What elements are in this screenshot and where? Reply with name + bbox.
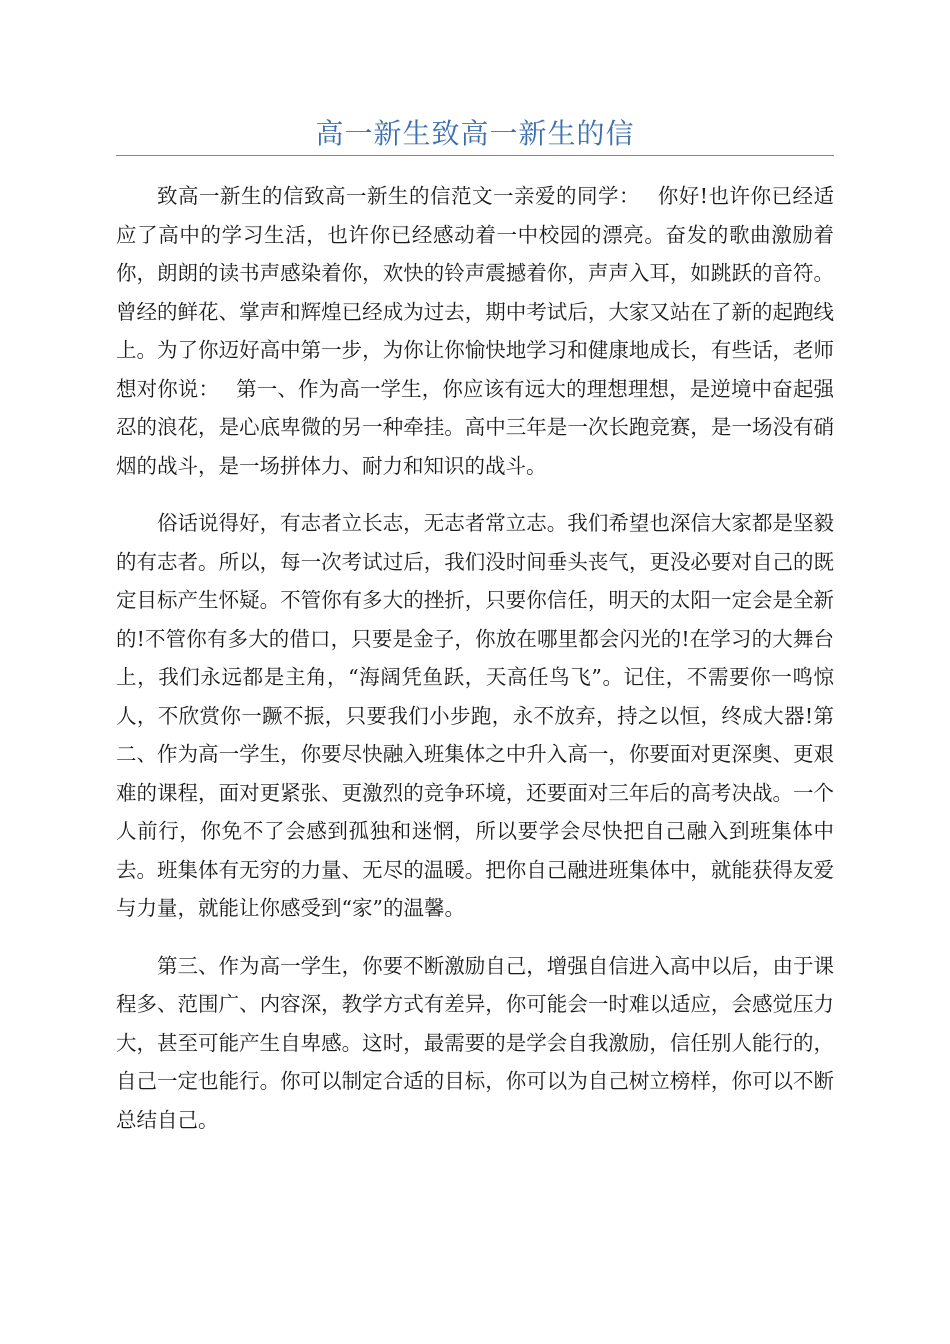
paragraph-2: 俗话说得好，有志者立长志，无志者常立志。我们希望也深信大家都是坚毅的有志者。所以，每一次考试过后，我们没时间垂头丧气，更没必要对自己的既定目标产生怀疑。不管你有多大的挫折，只要你信任，明天的太阳一定会是全新的!不管你有多大的借口，只要是金子，你放在哪里都会闪光的!在学习的大舞台上，我们永远都是主角，“海阔凭鱼跃，天高任鸟飞”。记住，不需要你一鸣惊人，不欣赏你一蹶不振，只要我们小步跑，永不放弃，持之以恒，终成大器!第二、作为高一学生，你要尽快融入班集体之中升入高一，你要面对更深奥、更艰难的课程，面对更紧张、更激烈的竞争环境，还要面对三年后的高考决战。一个人前行，你免不了会感到孤独和迷惘，所以要学会尽快把自己融入到班集体中去。班集体有无穷的力量、无尽的温暖。把你自己融进班集体中，就能获得友爱与力量，就能让你感受到“家”的温馨。 — [116, 511, 834, 920]
paragraph-3: 第三、作为高一学生，你要不断激励自己，增强自信进入高中以后，由于课程多、范围广、内容深，教学方式有差异，你可能会一时难以适应，会感觉压力大，甚至可能产生自卑感。这时，最需要的是学会自我激励，信任别人能行的，自己一定也能行。你可以制定合适的目标，你可以为自己树立榜样，你可以不断总结自己。 — [116, 953, 834, 1132]
document-title: 高一新生致高一新生的信 — [315, 117, 635, 150]
title-underline — [116, 155, 834, 156]
document-body — [116, 177, 834, 1158]
paragraph-1: 致高一新生的信致高一新生的信范文一亲爱的同学： 你好!也许你已经适应了高中的学习生活，也许你已经感动着一中校园的漂亮。奋发的歌曲激励着你，朗朗的读书声感染着你，欢快的铃声震撼着你，声声入耳，如跳跃的音符。曾经的鲜花、掌声和辉煌已经成为过去，期中考试后，大家又站在了新的起跑线上。为了你迈好高中第一步，为你让你愉快地学习和健康地成长，有些话，老师想对你说： 第一、作为高一学生，你应该有远大的理想理想，是逆境中奋起强忍的浪花，是心底卑微的另一种牵挂。高中三年是一次长跑竞赛，是一场没有硝烟的战斗，是一场拼体力、耐力和知识的战斗。 — [116, 184, 834, 478]
